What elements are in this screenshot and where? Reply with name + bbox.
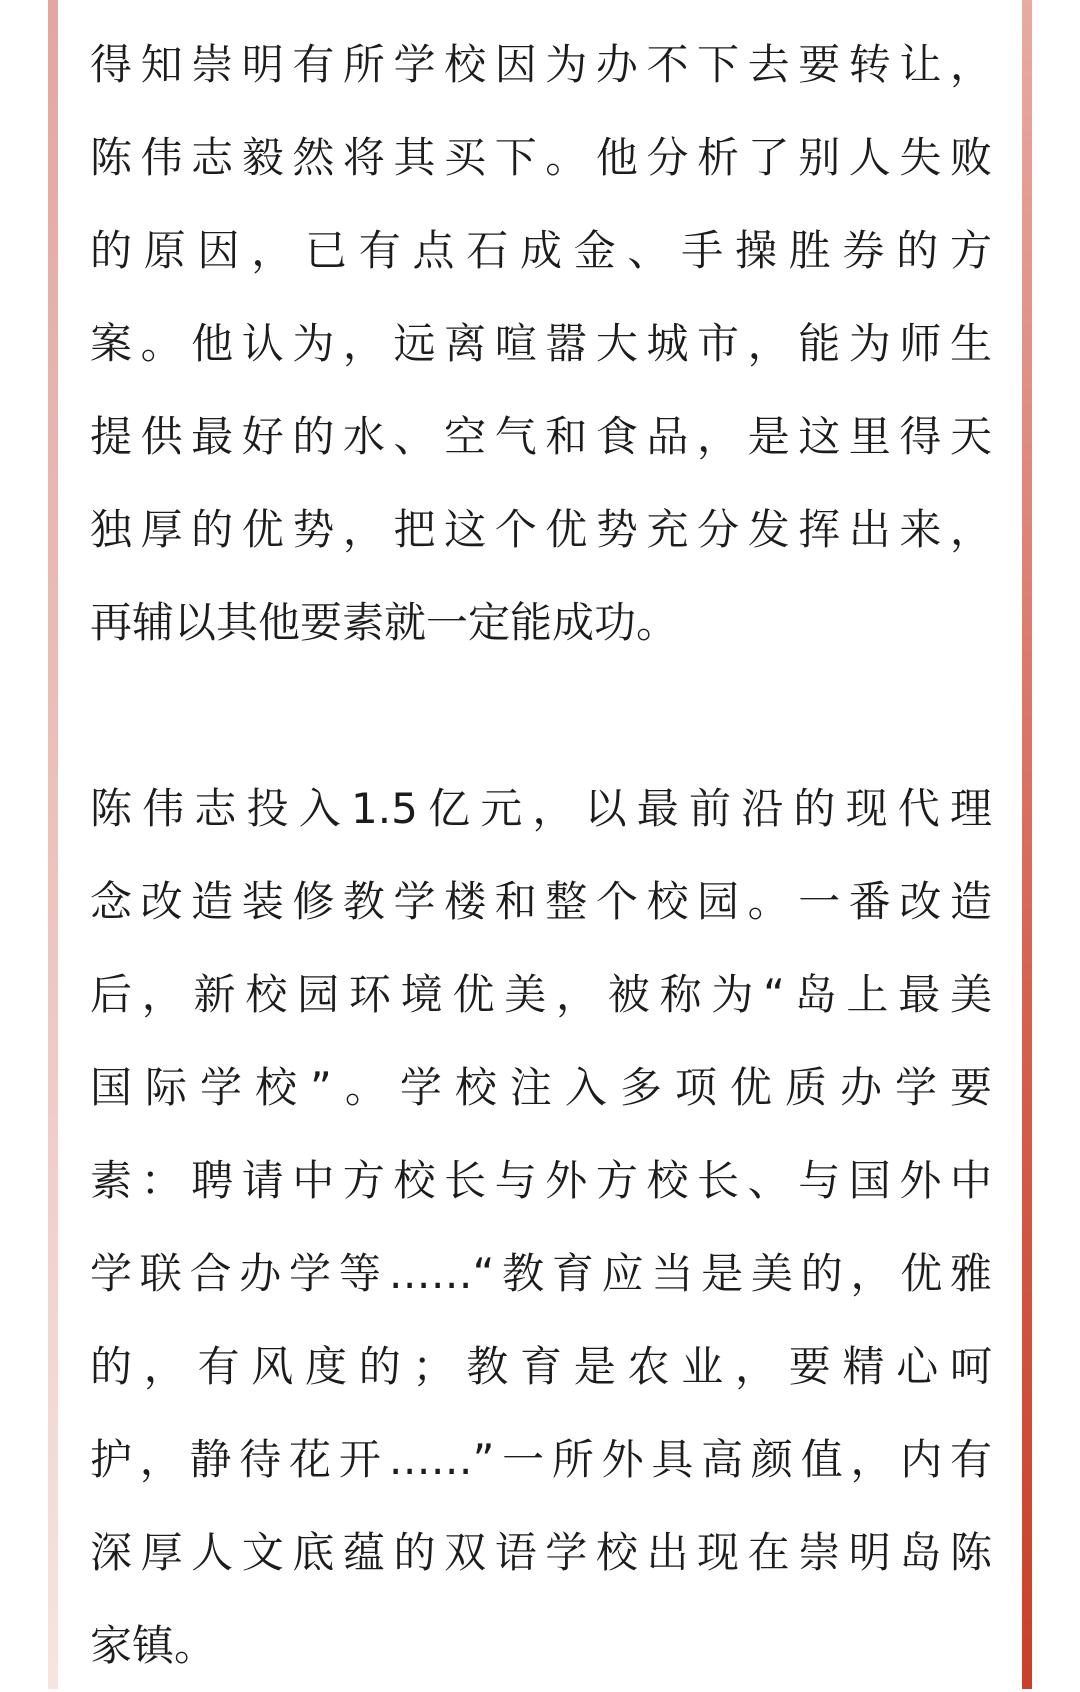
left-border-decoration xyxy=(48,0,58,1689)
text-line: 家镇。 xyxy=(90,1621,217,1670)
text-line: 提供最好的水、空气和食品，是这里得天 xyxy=(90,412,992,461)
right-border-decoration xyxy=(1022,0,1032,1689)
text-line: 念改造装修教学楼和整个校园。一番改造 xyxy=(90,877,992,926)
text-line: 得知崇明有所学校因为办不下去要转让， xyxy=(90,40,992,89)
paragraph-1 xyxy=(90,18,992,669)
text-line: 深厚人文底蕴的双语学校出现在崇明岛陈 xyxy=(90,1528,992,1577)
text-line: 陈伟志投入1.5亿元，以最前沿的现代理 xyxy=(90,784,992,833)
text-line: 的原因，已有点石成金、手操胜券的方 xyxy=(90,226,992,275)
text-line: 的，有风度的；教育是农业，要精心呵 xyxy=(90,1342,992,1391)
text-line: 案。他认为，远离喧嚣大城市，能为师生 xyxy=(90,319,992,368)
text-line: 护，静待花开……”一所外具高颜值，内有 xyxy=(90,1435,992,1484)
text-line: 后，新校园环境优美，被称为“岛上最美 xyxy=(90,970,992,1019)
text-line: 陈伟志毅然将其买下。他分析了别人失败 xyxy=(90,133,992,182)
article-body xyxy=(90,18,992,1692)
paragraph-2 xyxy=(90,762,992,1692)
text-line: 再辅以其他要素就一定能成功。 xyxy=(90,598,679,647)
text-line: 素：聘请中方校长与外方校长、与国外中 xyxy=(90,1156,992,1205)
text-line: 国际学校”。学校注入多项优质办学要 xyxy=(90,1063,992,1112)
text-line: 独厚的优势，把这个优势充分发挥出来， xyxy=(90,505,992,554)
text-line: 学联合办学等……“教育应当是美的，优雅 xyxy=(90,1249,992,1298)
paragraph-spacer xyxy=(90,669,992,762)
